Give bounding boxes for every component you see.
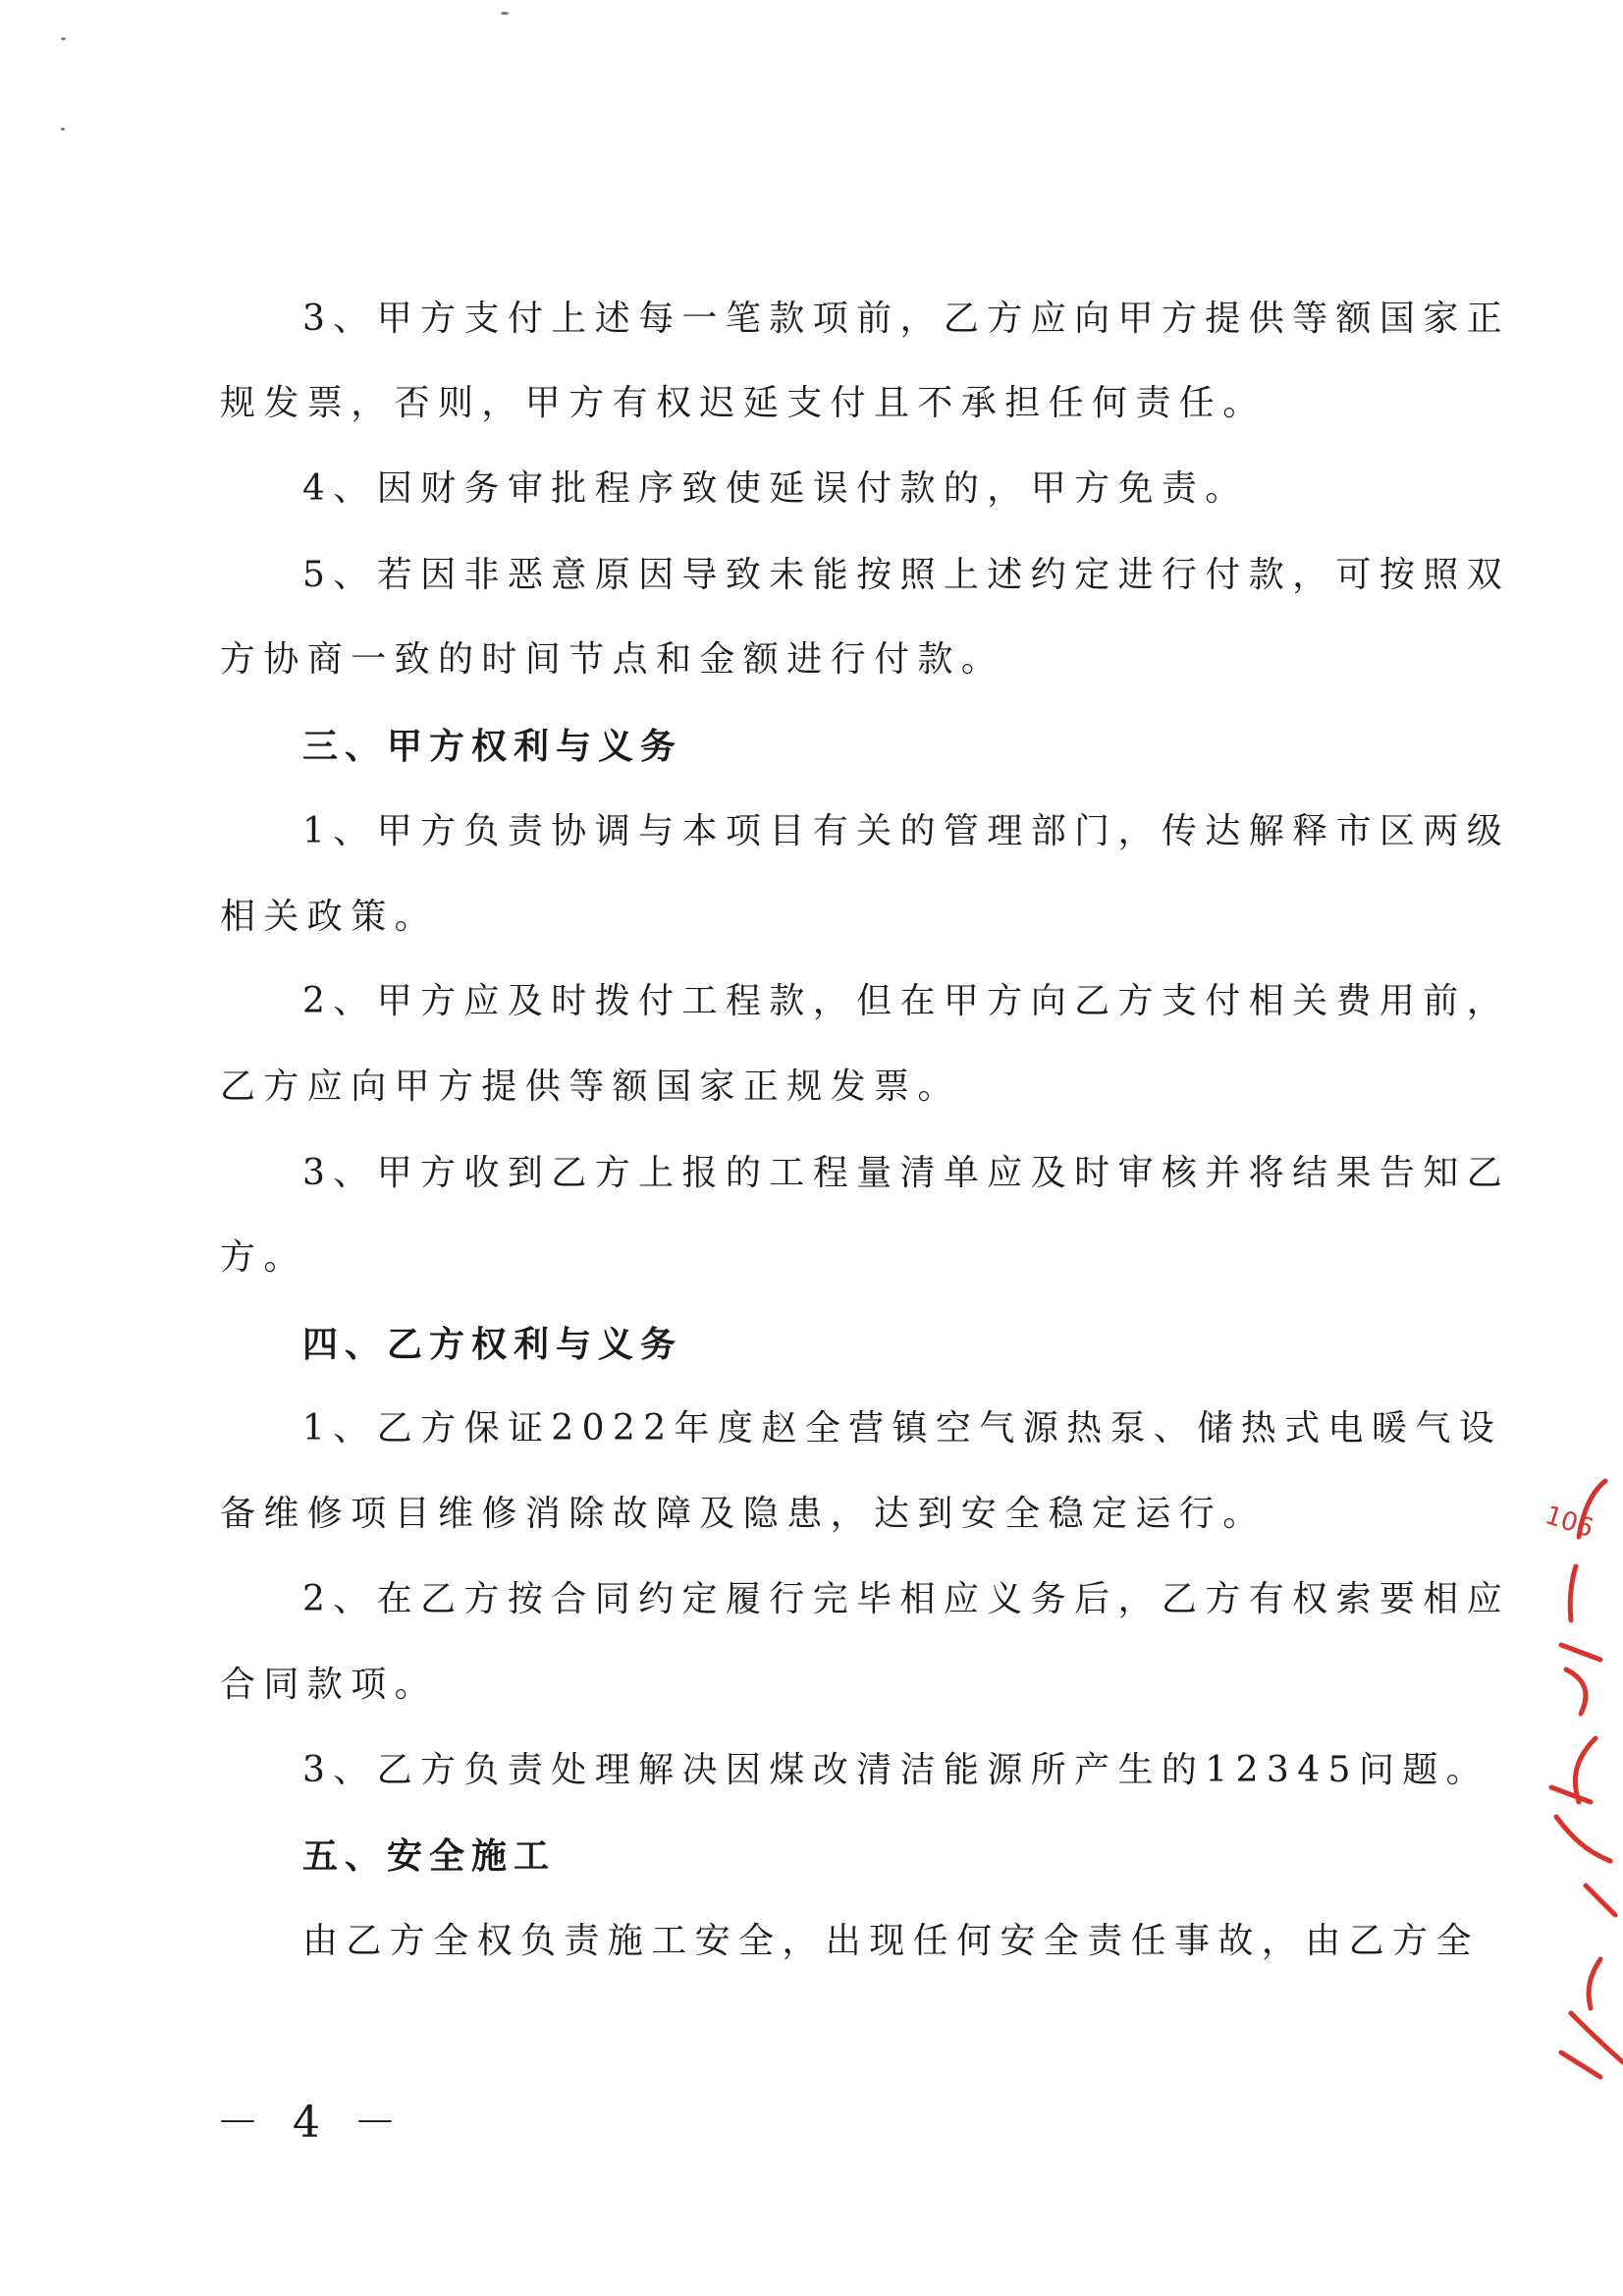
paragraph-line: 相关政策。 [220,897,439,937]
paragraph-line: 备维修项目维修消除故障及隐患，达到安全稳定运行。 [220,1494,1267,1534]
paragraph-line: 方。 [220,1237,307,1278]
paragraph-line: 3、甲方支付上述每一笔款项前，乙方应向甲方提供等额国家正 [302,299,1511,339]
scan-speck [61,37,66,40]
page-number: － 4 － [216,2098,406,2148]
scan-speck [61,128,65,131]
paragraph-line: 3、乙方负责处理解决因煤改清洁能源所产生的12345问题。 [302,1750,1490,1790]
paragraph-line: 乙方应向甲方提供等额国家正规发票。 [220,1066,961,1107]
section-heading: 三、甲方权利与义务 [302,726,683,767]
paragraph-line: 5、若因非恶意原因导致未能按照上述约定进行付款，可按照双 [302,555,1511,595]
paragraph-line: 3、甲方收到乙方上报的工程量清单应及时审核并将结果告知乙 [302,1153,1511,1193]
paragraph-line: 2、在乙方按合同约定履行完毕相应义务后，乙方有权索要相应 [302,1579,1511,1619]
paragraph-line: 方协商一致的时间节点和金额进行付款。 [220,639,1005,680]
paragraph-line: 4、因财务审批程序致使延误付款的，甲方免责。 [302,468,1249,509]
seal-graphic [1532,1463,1623,2092]
official-seal-stamp [1532,1463,1623,2092]
paragraph-line: 由乙方全权负责施工安全，出现任何安全责任事故，由乙方全 [302,1921,1480,1961]
paragraph-line: 合同款项。 [220,1665,439,1705]
section-heading: 五、安全施工 [302,1835,557,1877]
paragraph-line: 1、乙方保证2022年度赵全营镇空气源热泵、储热式电暖气设 [302,1408,1503,1449]
paragraph-line: 2、甲方应及时拨付工程款，但在甲方向乙方支付相关费用前， [302,981,1511,1021]
section-heading: 四、乙方权利与义务 [302,1324,683,1365]
seal-text: 106 [1541,1501,1597,1544]
paragraph-line: 1、甲方负责协调与本项目有关的管理部门，传达解释市区两级 [302,811,1511,851]
paragraph-line: 规发票，否则，甲方有权迟延支付且不承担任何责任。 [220,383,1267,423]
scan-speck [501,12,509,15]
